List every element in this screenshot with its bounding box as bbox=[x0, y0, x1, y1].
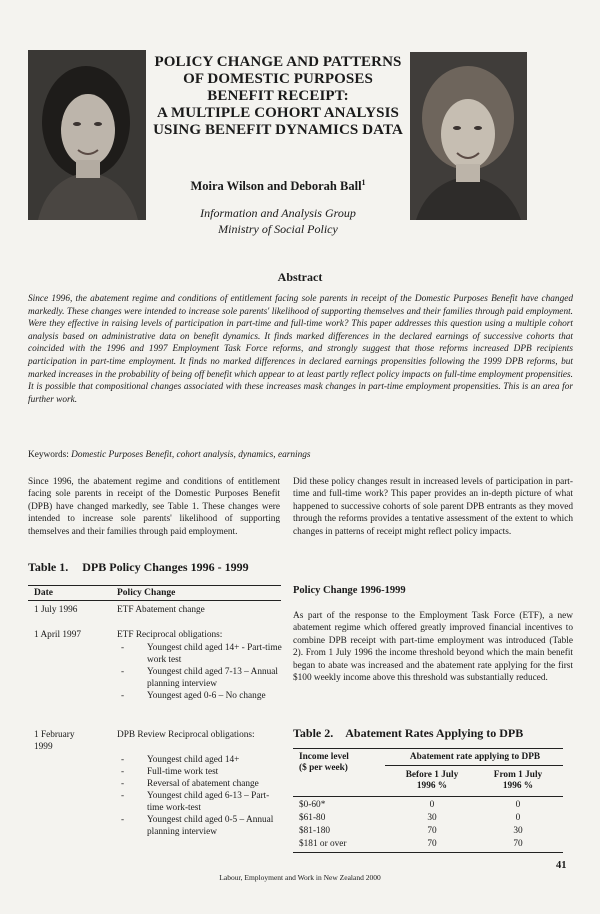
abstract-text: Since 1996, the abatement regime and conditions of entitlement facing sole parents in receipt of the Domestic Purposes Benefit have changed markedly. These changes were intended to increase sole parents' likelihood of supporting themselves and their families through paid employment. Were they effective in raising levels of participation in part-time and full-time work? This paper addresses this question using a multiple cohort analysis based on administrative data on benefit dynamics. It finds marked differences in the declared earnings of successive cohorts that coincided with the 1996 and 1997 Employment Task Force reforms, and strongly suggest that those reforms increased DPB recipients participation in part-time employment. It finds no marked differences in declared earnings propensities following the 1999 DPB reforms, but marked increases in the probability of being off benefit which appear to at least partly reflect policy impacts on full-time employment propensities. It is possible that compositional changes associated with these increases mask changes in part-time employment propensities. This is an area for further work. bbox=[28, 294, 573, 405]
author-footnote-marker: 1 bbox=[361, 178, 366, 187]
table1-row-policy: ETF Abatement change bbox=[117, 605, 205, 615]
table1-row-date bbox=[34, 729, 75, 753]
table1-list-item: - Youngest child aged 0-5 – Annual planning interview bbox=[117, 814, 282, 838]
keywords bbox=[28, 450, 573, 460]
page-number: 41 bbox=[556, 860, 567, 871]
section-heading-policy-change: Policy Change 1996-1999 bbox=[293, 585, 406, 596]
title-line: POLICY CHANGE AND PATTERNS bbox=[154, 54, 402, 70]
table2-cell-income: $181 or over bbox=[299, 839, 347, 849]
author-line bbox=[150, 178, 406, 194]
table1-header-date: Date bbox=[34, 588, 53, 598]
table-rule bbox=[28, 600, 281, 601]
table-rule bbox=[293, 796, 563, 797]
table1-row-date: 1 April 1997 bbox=[34, 630, 82, 640]
table1-row-date: 1 July 1996 bbox=[34, 605, 78, 615]
table2-header-from bbox=[475, 770, 561, 792]
table1-row-items bbox=[117, 642, 282, 702]
table1-list-item: - Youngest aged 0-6 – No change bbox=[117, 690, 282, 702]
table1-date-line: 1999 bbox=[34, 742, 53, 752]
journal-footer: Labour, Employment and Work in New Zealand 2000 bbox=[219, 873, 381, 882]
table2-cell-from: 70 bbox=[513, 839, 523, 849]
table1-list-item: - Youngest child aged 7-13 – Annual planning interview bbox=[117, 666, 282, 690]
table2-cell-from: 0 bbox=[515, 800, 521, 810]
table2-cell-before: 70 bbox=[427, 826, 437, 836]
table-rule bbox=[385, 765, 563, 766]
table2-header-line: Before 1 July bbox=[405, 770, 459, 780]
table-rule bbox=[28, 585, 281, 586]
author-photo-wilson bbox=[28, 50, 146, 220]
table1-header-policy: Policy Change bbox=[117, 588, 176, 598]
table2-header-income bbox=[299, 752, 349, 774]
table1-list-item: - Youngest child aged 14+ bbox=[117, 754, 282, 766]
table2-header-before bbox=[389, 770, 475, 792]
table2-number: Table 2. bbox=[293, 726, 334, 740]
table1-row-items bbox=[117, 754, 282, 838]
table1-list-item: - Youngest child aged 14+ - Part-time work test bbox=[117, 642, 282, 666]
keywords-value: Domestic Purposes Benefit, cohort analysis, dynamics, earnings bbox=[71, 450, 311, 460]
intro-paragraph-left: Since 1996, the abatement regime and conditions of entitlement facing sole parents in receipt of the Domestic Purposes Benefit (DPB) have changed markedly, see Table 1. These changes were intended to increase sole parents' likelihood of supporting themselves and their families through paid employment. bbox=[28, 477, 280, 537]
table2-header-group: Abatement rate applying to DPB bbox=[409, 752, 541, 762]
table2-cell-from: 0 bbox=[515, 813, 521, 823]
table1-list-item: - Full-time work test bbox=[117, 766, 282, 778]
paper-title bbox=[150, 54, 406, 139]
table2-cell-income: $81-180 bbox=[299, 826, 330, 836]
policy-paragraph: As part of the response to the Employment Task Force (ETF), a new abatement regime which offered greatly improved financial incentives to combine DPB receipt with part-time employment was introduced (Table 2). From 1 July 1996 the income threshold beyond which the main benefit began to abate was increased and the abatement rate applying for the first $100 weekly income above this threshold was substantially reduced. bbox=[293, 611, 573, 684]
affiliation bbox=[150, 205, 406, 237]
title-line: OF DOMESTIC PURPOSES bbox=[183, 71, 373, 87]
table2-title: Abatement Rates Applying to DPB bbox=[345, 726, 524, 740]
affiliation-line: Ministry of Social Policy bbox=[218, 222, 338, 236]
table2-header-line: 1996 % bbox=[502, 781, 534, 791]
table2-header-line: ($ per week) bbox=[299, 763, 348, 773]
affiliation-line: Information and Analysis Group bbox=[200, 206, 356, 220]
abstract-heading: Abstract bbox=[277, 270, 323, 284]
table1-row-policy: DPB Review Reciprocal obligations: bbox=[117, 730, 255, 740]
author-photo-ball bbox=[410, 52, 527, 220]
table1-caption bbox=[28, 560, 249, 575]
table1-number: Table 1. bbox=[28, 560, 69, 574]
table1-title: DPB Policy Changes 1996 - 1999 bbox=[82, 560, 249, 574]
table1-list-item: - Youngest child aged 6-13 – Part-time work-test bbox=[117, 790, 282, 814]
table2-cell-income: $0-60* bbox=[299, 800, 326, 810]
table-rule bbox=[293, 748, 563, 749]
table1-date-line: 1 February bbox=[34, 730, 75, 740]
table2-cell-income: $61-80 bbox=[299, 813, 326, 823]
title-line: USING BENEFIT DYNAMICS DATA bbox=[153, 122, 403, 138]
table2-cell-before: 30 bbox=[427, 813, 437, 823]
table2-header-line: 1996 % bbox=[416, 781, 448, 791]
table2-cell-before: 70 bbox=[427, 839, 437, 849]
author-names: Moira Wilson and Deborah Ball bbox=[190, 179, 362, 194]
table2-cell-from: 30 bbox=[513, 826, 523, 836]
intro-paragraph-right: Did these policy changes result in increased levels of participation in part-time and full-time work? This paper provides an in-depth picture of what happened to successive cohorts of sole parent DPB entrants as they moved through the reforms provides a tentative assessment of the extent to which changes in patterns of receipt might reflect policy impacts. bbox=[293, 477, 573, 537]
table2-caption bbox=[293, 726, 523, 741]
table2-cell-before: 0 bbox=[429, 800, 435, 810]
title-line: A MULTIPLE COHORT ANALYSIS bbox=[156, 105, 399, 121]
table1-row-policy: ETF Reciprocal obligations: bbox=[117, 630, 223, 640]
table1-list-item: - Reversal of abatement change bbox=[117, 778, 282, 790]
table2-header-line: From 1 July bbox=[493, 770, 543, 780]
table-rule bbox=[293, 852, 563, 853]
title-line: BENEFIT RECEIPT: bbox=[207, 88, 349, 104]
keywords-label: Keywords: bbox=[28, 450, 69, 460]
table2-header-line: Income level bbox=[299, 752, 349, 762]
